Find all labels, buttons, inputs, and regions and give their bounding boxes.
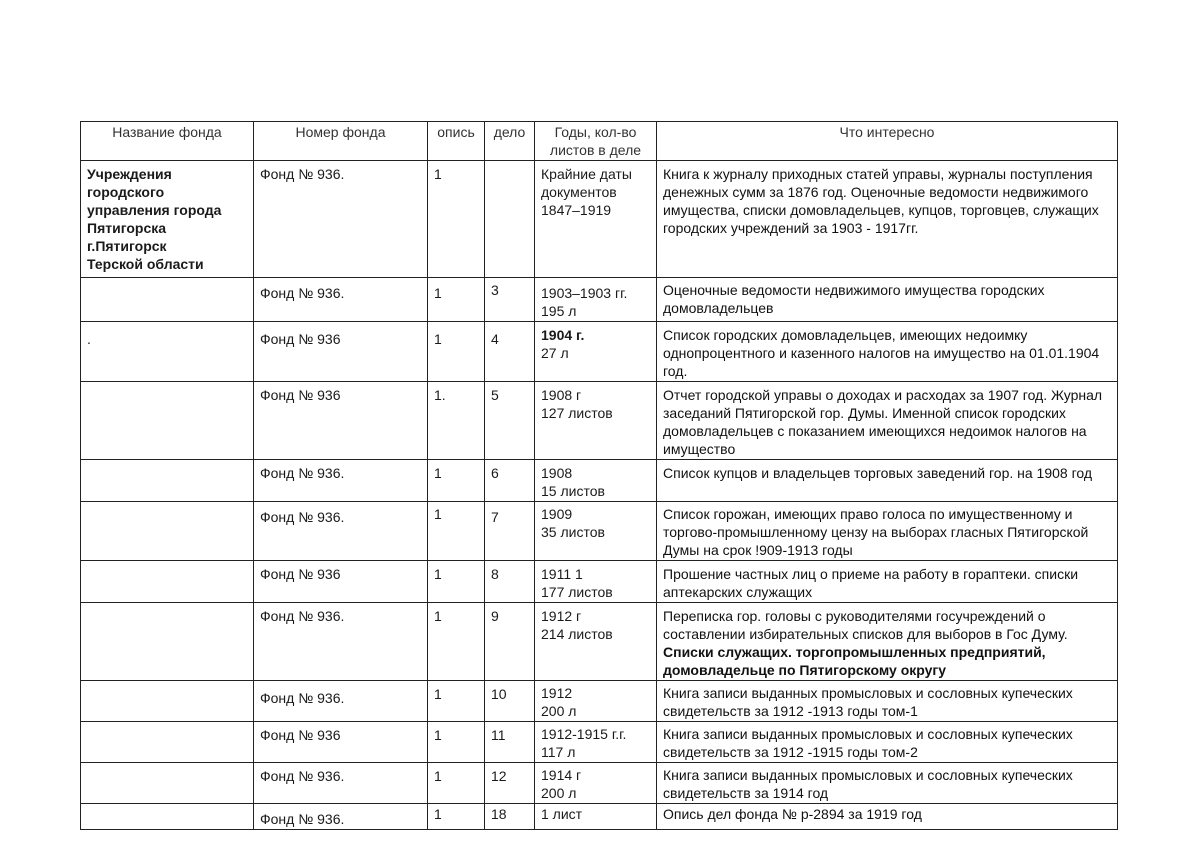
years-sheets — [535, 722, 657, 763]
fond-name: . — [81, 322, 254, 382]
years-text: 1912 г 214 листов — [541, 608, 613, 642]
header-name: Название фонда — [81, 122, 254, 161]
fond-number: Фонд № 936. — [254, 161, 428, 278]
fond-number: Фонд № 936. — [254, 804, 428, 830]
delo-number: 5 — [485, 382, 535, 460]
interest-text — [657, 722, 1118, 763]
interest-text — [657, 382, 1118, 460]
delo-number: 10 — [485, 681, 535, 722]
years-sheets — [535, 763, 657, 804]
table-row — [81, 382, 1118, 460]
delo-number: 4 — [485, 322, 535, 382]
interest-main: Отчет городской управы о доходах и расходах за 1907 год. Журнал заседаний Пятигорской гор. Думы. Именной список городских домовладельцев с показанием имеющихся недоимок налогов на имущество — [663, 387, 1103, 457]
interest-bold: Списки служащих. торгопромышленных предприятий, домовладельце по Пятигорскому округу — [663, 644, 1046, 678]
years-text: Крайние даты документов 1847–1919 — [541, 166, 632, 218]
delo-number: 9 — [485, 603, 535, 681]
delo-number — [485, 161, 535, 278]
opis-number: 1 — [428, 322, 485, 382]
table-row — [81, 460, 1118, 502]
interest-text — [657, 161, 1118, 278]
interest-main: Книга записи выданных промысловых и сословных купеческих свидетельств за 1912 -1913 годы том-1 — [663, 685, 1073, 719]
fond-name — [81, 278, 254, 322]
interest-text — [657, 804, 1118, 830]
table-row — [81, 681, 1118, 722]
years-sheets — [535, 561, 657, 603]
table-row — [81, 603, 1118, 681]
years-sheets — [535, 278, 657, 322]
opis-number: 1 — [428, 561, 485, 603]
years-text: 1908 15 листов — [541, 465, 605, 499]
delo-number: 18 — [485, 804, 535, 830]
years-text: 1911 1 177 листов — [541, 566, 613, 600]
fond-name — [81, 561, 254, 603]
years-bold: 1904 г. — [541, 327, 585, 343]
opis-number: 1 — [428, 603, 485, 681]
years-text: 1914 г 200 л — [541, 767, 582, 801]
years-text: 1903–1903 гг. 195 л — [541, 285, 628, 319]
delo-number: 6 — [485, 460, 535, 502]
fond-number: Фонд № 936 — [254, 561, 428, 603]
table-row — [81, 722, 1118, 763]
years-sheets — [535, 502, 657, 561]
years-text: 1 лист — [541, 806, 583, 822]
fond-name — [81, 804, 254, 830]
table-row — [81, 763, 1118, 804]
interest-main: Прошение частных лиц о приеме на работу в гораптеки. списки аптекарских служащих — [663, 566, 1079, 600]
table-row — [81, 561, 1118, 603]
interest-main: Опись дел фонда № р-2894 за 1919 год — [663, 806, 922, 822]
years-sheets — [535, 460, 657, 502]
interest-text — [657, 460, 1118, 502]
opis-number: 1 — [428, 804, 485, 830]
header-row — [81, 122, 1118, 161]
opis-number: 1 — [428, 161, 485, 278]
interest-main: Книга записи выданных промысловых и сословных купеческих свидетельств за 1914 год — [663, 767, 1073, 801]
interest-main: Переписка гор. головы с руководителями госучреждений о составлении избирательных списков для выборов в Гос Думу. — [663, 608, 1068, 642]
fond-number: Фонд № 936 — [254, 722, 428, 763]
header-delo: дело — [485, 122, 535, 161]
fond-number: Фонд № 936. — [254, 681, 428, 722]
opis-number: 1 — [428, 460, 485, 502]
interest-main: Список горожан, имеющих право голоса по имущественному и торгово-промышленному цензу на выборах гласных Пятигорской Думы на срок !909-1913 годы — [663, 506, 1089, 558]
years-text: 1909 35 листов — [541, 506, 605, 540]
fond-name — [81, 763, 254, 804]
interest-text — [657, 502, 1118, 561]
years-sheets — [535, 681, 657, 722]
years-text: 1912 200 л — [541, 685, 577, 719]
fond-name — [81, 603, 254, 681]
fond-number: Фонд № 936. — [254, 502, 428, 561]
header-opis: опись — [428, 122, 485, 161]
delo-number: 3 — [485, 278, 535, 322]
interest-main: Список купцов и владельцев торговых заведений гор. на 1908 год — [663, 465, 1093, 481]
interest-text — [657, 681, 1118, 722]
interest-main: Книга к журналу приходных статей управы, журналы поступления денежных сумм за 1876 год. Оценочные ведомости недвижимого имущества, списки домовладельцев, купцов, торговцев, служащих городских учреждений за 1903 - 1917гг. — [663, 166, 1099, 236]
years-sheets — [535, 322, 657, 382]
table-row — [81, 278, 1118, 322]
fond-name — [81, 382, 254, 460]
years-sheets — [535, 161, 657, 278]
interest-text — [657, 763, 1118, 804]
interest-text — [657, 561, 1118, 603]
opis-number: 1 — [428, 278, 485, 322]
years-sheets — [535, 603, 657, 681]
years-text: 1908 г 127 листов — [541, 387, 613, 421]
opis-number: 1 — [428, 722, 485, 763]
opis-number: 1 — [428, 681, 485, 722]
opis-number: 1 — [428, 502, 485, 561]
years-text: 1912-1915 г.г. 117 л — [541, 726, 627, 760]
header-interest: Что интересно — [657, 122, 1118, 161]
years-text: 27 л — [541, 345, 569, 361]
interest-main: Книга записи выданных промысловых и сословных купеческих свидетельств за 1912 -1915 годы том-2 — [663, 726, 1073, 760]
fond-name — [81, 502, 254, 561]
interest-text — [657, 278, 1118, 322]
interest-text — [657, 603, 1118, 681]
fond-name — [81, 460, 254, 502]
fond-name: Учреждения городского управления города Пятигорска г.Пятигорск Терской области — [81, 161, 254, 278]
fond-number: Фонд № 936 — [254, 322, 428, 382]
header-fond-number: Номер фонда — [254, 122, 428, 161]
interest-main: Список городских домовладельцев, имеющих недоимку однопроцентного и казенного налогов на имущество на 01.01.1904 год. — [663, 327, 1100, 379]
fond-number: Фонд № 936. — [254, 603, 428, 681]
table-row — [81, 322, 1118, 382]
delo-number: 7 — [485, 502, 535, 561]
interest-text — [657, 322, 1118, 382]
fond-number: Фонд № 936. — [254, 278, 428, 322]
interest-main: Оценочные ведомости недвижимого имущества городских домовладельцев — [663, 282, 1045, 316]
delo-number: 11 — [485, 722, 535, 763]
fond-name — [81, 681, 254, 722]
delo-number: 8 — [485, 561, 535, 603]
delo-number: 12 — [485, 763, 535, 804]
table-row — [81, 502, 1118, 561]
years-sheets — [535, 382, 657, 460]
header-years: Годы, кол-во листов в деле — [535, 122, 657, 161]
fond-number: Фонд № 936. — [254, 460, 428, 502]
years-sheets — [535, 804, 657, 830]
opis-number: 1. — [428, 382, 485, 460]
table-row — [81, 161, 1118, 278]
opis-number: 1 — [428, 763, 485, 804]
fond-name — [81, 722, 254, 763]
archive-table — [80, 121, 1118, 830]
fond-number: Фонд № 936 — [254, 382, 428, 460]
fond-number: Фонд № 936. — [254, 763, 428, 804]
table-row — [81, 804, 1118, 830]
